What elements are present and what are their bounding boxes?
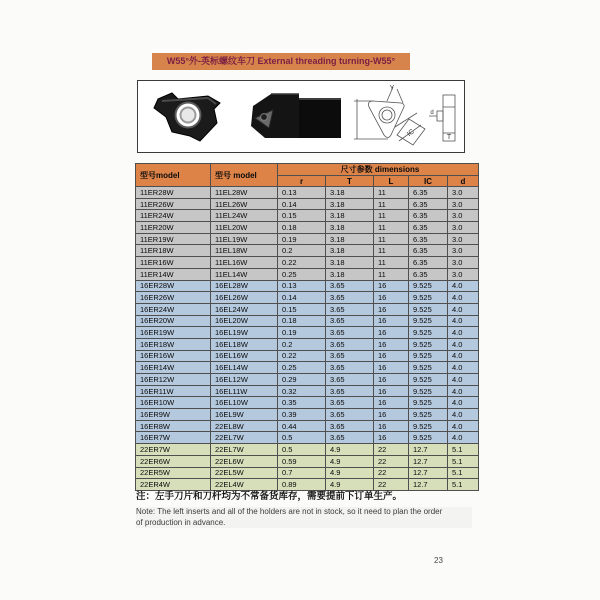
cell-L: 16	[374, 338, 409, 350]
table-row	[136, 374, 479, 386]
cell-d: 4.0	[448, 303, 479, 315]
page-title: W55°外-英标螺纹车刀 External threading turning-W55°	[152, 53, 410, 70]
cell-IC: 9.525	[409, 338, 448, 350]
cell-L: 16	[374, 327, 409, 339]
cell-ml: 11EL26W	[211, 198, 278, 210]
cell-T: 3.65	[326, 350, 374, 362]
cell-T: 3.65	[326, 280, 374, 292]
cell-IC: 6.35	[409, 210, 448, 222]
table-body	[136, 187, 479, 491]
cell-r: 0.14	[278, 292, 326, 304]
spec-table	[135, 163, 479, 491]
cell-r: 0.14	[278, 198, 326, 210]
cell-IC: 12.7	[409, 479, 448, 491]
table-row	[136, 432, 479, 444]
cell-IC: 12.7	[409, 444, 448, 456]
cell-mr: 16ER7W	[136, 432, 211, 444]
cell-IC: 9.525	[409, 397, 448, 409]
cell-ml: 16EL16W	[211, 350, 278, 362]
product-image-panel	[137, 80, 465, 153]
table-row	[136, 268, 479, 280]
cell-L: 16	[374, 292, 409, 304]
cell-IC: 9.525	[409, 432, 448, 444]
table-row	[136, 338, 479, 350]
table-row	[136, 233, 479, 245]
dimension-drawing	[343, 83, 471, 151]
cell-L: 22	[374, 479, 409, 491]
cell-ml: 11EL20W	[211, 222, 278, 234]
cell-IC: 12.7	[409, 455, 448, 467]
cell-d: 4.0	[448, 292, 479, 304]
cell-mr: 16ER9W	[136, 409, 211, 421]
cell-ml: 22EL6W	[211, 455, 278, 467]
col-header-L: L	[374, 176, 409, 187]
cell-mr: 16ER24W	[136, 303, 211, 315]
cell-L: 16	[374, 280, 409, 292]
col-header-model-left: 型号 model	[211, 164, 278, 187]
cell-T: 3.65	[326, 397, 374, 409]
cell-mr: 11ER19W	[136, 233, 211, 245]
cell-IC: 9.525	[409, 350, 448, 362]
table-row	[136, 198, 479, 210]
table-row	[136, 303, 479, 315]
cell-ml: 16EL24W	[211, 303, 278, 315]
cell-d: 3.0	[448, 198, 479, 210]
cell-L: 16	[374, 409, 409, 421]
cell-IC: 9.525	[409, 315, 448, 327]
note-english-line2: of production in advance.	[136, 517, 226, 527]
cell-ml: 16EL26W	[211, 292, 278, 304]
col-header-dimensions: 尺寸参数 dimensions	[278, 164, 479, 176]
cell-L: 11	[374, 257, 409, 269]
cell-L: 11	[374, 233, 409, 245]
cell-L: 22	[374, 455, 409, 467]
cell-ml: 16EL19W	[211, 327, 278, 339]
col-header-T: T	[326, 176, 374, 187]
cell-mr: 16ER28W	[136, 280, 211, 292]
cell-r: 0.35	[278, 397, 326, 409]
cell-ml: 11EL28W	[211, 187, 278, 199]
cell-T: 3.65	[326, 338, 374, 350]
cell-L: 16	[374, 432, 409, 444]
table-row	[136, 315, 479, 327]
spec-table-header	[136, 164, 479, 187]
cell-T: 3.65	[326, 420, 374, 432]
cell-T: 3.18	[326, 198, 374, 210]
cell-r: 0.89	[278, 479, 326, 491]
cell-ml: 22EL4W	[211, 479, 278, 491]
cell-d: 4.0	[448, 350, 479, 362]
cell-T: 4.9	[326, 467, 374, 479]
cell-ml: 22EL7W	[211, 444, 278, 456]
cell-IC: 9.525	[409, 409, 448, 421]
cell-ml: 16EL12W	[211, 374, 278, 386]
cell-T: 4.9	[326, 455, 374, 467]
cell-ml: 22EL5W	[211, 467, 278, 479]
cell-T: 3.65	[326, 409, 374, 421]
dim-label-y: Y	[389, 84, 395, 92]
cell-ml: 11EL24W	[211, 210, 278, 222]
cell-d: 4.0	[448, 374, 479, 386]
cell-ml: 11EL18W	[211, 245, 278, 257]
cell-r: 0.5	[278, 432, 326, 444]
cell-mr: 22ER7W	[136, 444, 211, 456]
cell-T: 3.65	[326, 432, 374, 444]
table-row	[136, 327, 479, 339]
cell-L: 22	[374, 467, 409, 479]
table-row	[136, 280, 479, 292]
cell-r: 0.25	[278, 362, 326, 374]
cell-ml: 16EL28W	[211, 280, 278, 292]
cell-d: 5.1	[448, 455, 479, 467]
cell-L: 11	[374, 268, 409, 280]
cell-mr: 11ER20W	[136, 222, 211, 234]
holder-photo	[243, 86, 343, 148]
cell-L: 11	[374, 222, 409, 234]
cell-IC: 6.35	[409, 187, 448, 199]
cell-T: 3.18	[326, 268, 374, 280]
cell-T: 3.65	[326, 374, 374, 386]
cell-d: 4.0	[448, 280, 479, 292]
cell-mr: 16ER20W	[136, 315, 211, 327]
cell-r: 0.18	[278, 315, 326, 327]
cell-d: 5.1	[448, 444, 479, 456]
cell-mr: 16ER16W	[136, 350, 211, 362]
table-row	[136, 455, 479, 467]
table-row	[136, 397, 479, 409]
table-row	[136, 292, 479, 304]
holder-head	[251, 94, 299, 138]
cell-d: 3.0	[448, 222, 479, 234]
cell-T: 3.18	[326, 222, 374, 234]
cell-r: 0.18	[278, 222, 326, 234]
cell-mr: 16ER8W	[136, 420, 211, 432]
cell-T: 3.18	[326, 245, 374, 257]
cell-mr: 16ER26W	[136, 292, 211, 304]
cell-ml: 16EL14W	[211, 362, 278, 374]
cell-T: 3.18	[326, 257, 374, 269]
cell-mr: 16ER12W	[136, 374, 211, 386]
cell-IC: 9.525	[409, 303, 448, 315]
table-row	[136, 420, 479, 432]
page-number: 23	[434, 556, 443, 565]
cell-ml: 16EL9W	[211, 409, 278, 421]
cell-L: 16	[374, 362, 409, 374]
cell-ml: 22EL8W	[211, 420, 278, 432]
cell-mr: 11ER16W	[136, 257, 211, 269]
cell-r: 0.39	[278, 409, 326, 421]
cell-d: 4.0	[448, 397, 479, 409]
table-row	[136, 222, 479, 234]
cell-mr: 22ER4W	[136, 479, 211, 491]
cell-IC: 6.35	[409, 222, 448, 234]
cell-mr: 16ER19W	[136, 327, 211, 339]
cell-r: 0.13	[278, 187, 326, 199]
cell-T: 3.18	[326, 210, 374, 222]
cell-d: 4.0	[448, 338, 479, 350]
dim-label-d: d	[430, 109, 434, 116]
table-row	[136, 245, 479, 257]
cell-IC: 9.525	[409, 327, 448, 339]
col-header-model-right: 型号model	[136, 164, 211, 187]
cell-ml: 16EL11W	[211, 385, 278, 397]
cell-L: 22	[374, 444, 409, 456]
cell-mr: 11ER24W	[136, 210, 211, 222]
insert-photo	[138, 83, 243, 151]
cell-T: 3.65	[326, 303, 374, 315]
cell-T: 3.65	[326, 315, 374, 327]
cell-mr: 16ER18W	[136, 338, 211, 350]
cell-d: 4.0	[448, 420, 479, 432]
cell-d: 3.0	[448, 210, 479, 222]
cell-r: 0.29	[278, 374, 326, 386]
cell-d: 4.0	[448, 362, 479, 374]
cell-mr: 22ER6W	[136, 455, 211, 467]
table-row	[136, 385, 479, 397]
cell-d: 3.0	[448, 187, 479, 199]
cell-mr: 16ER11W	[136, 385, 211, 397]
cell-mr: 11ER18W	[136, 245, 211, 257]
cell-mr: 11ER28W	[136, 187, 211, 199]
cell-d: 3.0	[448, 268, 479, 280]
cell-mr: 11ER26W	[136, 198, 211, 210]
cell-d: 4.0	[448, 385, 479, 397]
cell-r: 0.19	[278, 327, 326, 339]
dim-label-ic: IC	[406, 127, 416, 138]
cell-d: 3.0	[448, 257, 479, 269]
cell-r: 0.2	[278, 338, 326, 350]
cell-r: 0.7	[278, 467, 326, 479]
cell-IC: 9.525	[409, 385, 448, 397]
cell-d: 4.0	[448, 409, 479, 421]
cell-d: 4.0	[448, 432, 479, 444]
cell-L: 11	[374, 245, 409, 257]
cell-IC: 9.525	[409, 292, 448, 304]
table-row	[136, 210, 479, 222]
note-chinese: 注：左手刀片和刀杆均为不常备货库存，需要提前下订单生产。	[136, 491, 403, 502]
col-header-r: r	[278, 176, 326, 187]
cell-T: 3.65	[326, 327, 374, 339]
cell-r: 0.5	[278, 444, 326, 456]
cell-L: 16	[374, 385, 409, 397]
cell-IC: 12.7	[409, 467, 448, 479]
cell-IC: 6.35	[409, 198, 448, 210]
table-row	[136, 467, 479, 479]
cell-L: 16	[374, 315, 409, 327]
note-english-line1: Note: The left inserts and all of the holders are not in stock, so it need to plan the order	[136, 507, 443, 516]
cell-mr: 11ER14W	[136, 268, 211, 280]
cell-mr: 16ER14W	[136, 362, 211, 374]
cell-T: 3.65	[326, 385, 374, 397]
cell-r: 0.25	[278, 268, 326, 280]
cell-L: 16	[374, 420, 409, 432]
cell-L: 11	[374, 210, 409, 222]
cell-T: 4.9	[326, 479, 374, 491]
cell-r: 0.59	[278, 455, 326, 467]
note-english	[136, 507, 472, 528]
cell-T: 4.9	[326, 444, 374, 456]
cell-mr: 16ER10W	[136, 397, 211, 409]
table-row	[136, 362, 479, 374]
cell-IC: 9.525	[409, 362, 448, 374]
cell-r: 0.22	[278, 350, 326, 362]
cell-IC: 6.35	[409, 257, 448, 269]
cell-L: 11	[374, 198, 409, 210]
cell-r: 0.22	[278, 257, 326, 269]
cell-d: 4.0	[448, 327, 479, 339]
cell-r: 0.13	[278, 280, 326, 292]
cell-L: 16	[374, 374, 409, 386]
cell-r: 0.32	[278, 385, 326, 397]
col-header-IC: IC	[409, 176, 448, 187]
cell-L: 16	[374, 350, 409, 362]
cell-ml: 11EL14W	[211, 268, 278, 280]
cell-ml: 11EL19W	[211, 233, 278, 245]
cell-r: 0.44	[278, 420, 326, 432]
cell-L: 16	[374, 397, 409, 409]
cell-ml: 11EL16W	[211, 257, 278, 269]
cell-IC: 9.525	[409, 280, 448, 292]
cell-IC: 6.35	[409, 245, 448, 257]
cell-d: 3.0	[448, 233, 479, 245]
cell-r: 0.15	[278, 210, 326, 222]
table-row	[136, 444, 479, 456]
cell-IC: 9.525	[409, 374, 448, 386]
cell-T: 3.65	[326, 362, 374, 374]
cell-L: 11	[374, 187, 409, 199]
cell-T: 3.18	[326, 233, 374, 245]
table-row	[136, 257, 479, 269]
dim-label-t: T	[446, 133, 452, 141]
cell-IC: 9.525	[409, 420, 448, 432]
cell-IC: 6.35	[409, 233, 448, 245]
cell-d: 5.1	[448, 479, 479, 491]
cell-T: 3.65	[326, 292, 374, 304]
cell-ml: 16EL20W	[211, 315, 278, 327]
table-row	[136, 187, 479, 199]
cell-ml: 22EL7W	[211, 432, 278, 444]
cell-r: 0.2	[278, 245, 326, 257]
cell-d: 3.0	[448, 245, 479, 257]
table-row	[136, 409, 479, 421]
clamp-screw	[261, 113, 268, 120]
cell-d: 4.0	[448, 315, 479, 327]
col-header-d: d	[448, 176, 479, 187]
cell-T: 3.18	[326, 187, 374, 199]
cell-ml: 16EL18W	[211, 338, 278, 350]
cell-ml: 16EL10W	[211, 397, 278, 409]
cell-r: 0.19	[278, 233, 326, 245]
cell-IC: 6.35	[409, 268, 448, 280]
cell-d: 5.1	[448, 467, 479, 479]
cell-L: 16	[374, 303, 409, 315]
cell-mr: 22ER5W	[136, 467, 211, 479]
table-row	[136, 350, 479, 362]
cell-r: 0.15	[278, 303, 326, 315]
holder-shank	[299, 99, 341, 138]
